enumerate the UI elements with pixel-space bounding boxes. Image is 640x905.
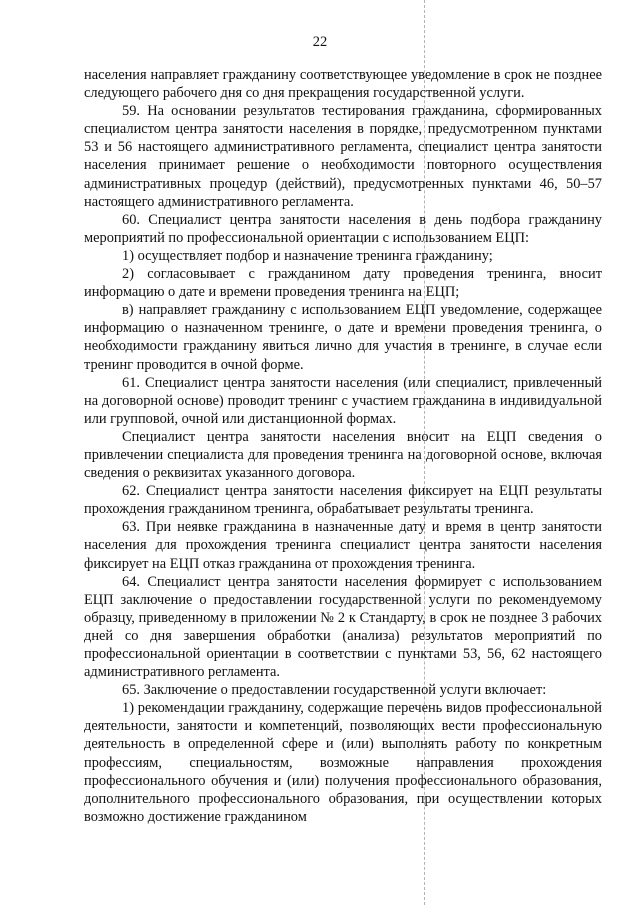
paragraph: 1) осуществляет подбор и назначение тренинга гражданину;	[122, 247, 493, 264]
paragraph: 60. Специалист центра занятости населения в день подбора гражданину мероприятий по профессиональной ориентации с использованием ЕЦП:	[84, 211, 602, 246]
paragraph: населения направляет гражданину соответствующее уведомление в срок не позднее следующего рабочего дня со дня прекращения государственной услуги.	[84, 67, 602, 102]
paragraph: 1) рекомендации гражданину, содержащие перечень видов профессиональной деятельности, занятости и компетенций, позволяющих вести профессиональную деятельность в определенной сфере и (или) выполнять работу по конкретным профессиям, специальностям, возможные направления прохождения профессионального обучения и (или) получения профессионального образования, дополнительного профессионального образования, при осуществлении которых возможно достижение гражданином	[84, 700, 602, 825]
paragraph: Специалист центра занятости населения вносит на ЕЦП сведения о привлечении специалиста для проведения тренинга на договорной основе, включая сведения о реквизитах указанного договора.	[84, 428, 602, 482]
paragraph: 59. На основании результатов тестирования гражданина, сформированных специалистом центра занятости населения в порядке, предусмотренном пунктами 53 и 56 настоящего административного регламента, специалист центра занятости населения принимает решение о необходимости повторного осуществления административных процедур (действий), предусмотренных пунктами 46, 50–57 настоящего административного регламента.	[84, 103, 602, 210]
paragraph: 63. При неявке гражданина в назначенные дату и время в центр занятости населения для прохождения тренинга специалист центра занятости населения фиксирует на ЕЦП отказ гражданина от прохождения тренинга.	[84, 519, 602, 572]
paragraph: 2) согласовывает с гражданином дату проведения тренинга, вносит информацию о дате и времени проведения тренинга на ЕЦП;	[84, 266, 602, 301]
paragraph: 62. Специалист центра занятости населения фиксирует на ЕЦП результаты прохождения гражданином тренинга, обрабатывает результаты тренинга.	[84, 483, 602, 518]
body-text	[84, 66, 602, 826]
page-number: 22	[312, 34, 328, 50]
paragraph: 64. Специалист центра занятости населения формирует с использованием ЕЦП заключение о предоставлении государственной услуги по рекомендуемому образцу, приведенному в приложении № 2 к Стандарту, в срок не позднее 3 рабочих дней со дня завершения обработки (анализа) результатов мероприятий по профессиональной ориентации в соответствии с пунктами 53, 56, 62 настоящего административного регламента.	[84, 573, 602, 681]
paragraph: 61. Специалист центра занятости населения (или специалист, привлеченный на договорной основе) проводит тренинг с участием гражданина в индивидуальной или групповой, очной или дистанционной формах.	[84, 374, 602, 427]
paragraph: в) направляет гражданину с использованием ЕЦП уведомление, содержащее информацию о назначенном тренинге, о дате и времени проведения тренинга, о необходимости гражданину явиться лично для участия в тренинге, в случае если тренинг проводится в очной форме.	[84, 302, 602, 373]
paragraph: 65. Заключение о предоставлении государственной услуги включает:	[122, 682, 547, 699]
